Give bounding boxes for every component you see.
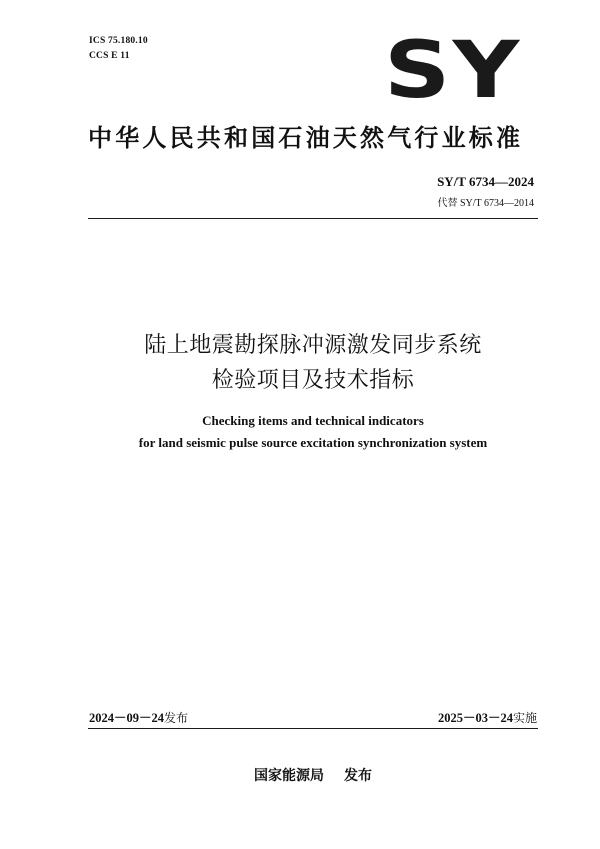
publisher-action: 发布 — [344, 768, 372, 784]
bottom-divider — [88, 728, 538, 729]
chinese-title-line-2: 检验项目及技术指标 — [211, 368, 415, 393]
implementation-date-value: 2025－03－24 — [437, 711, 513, 725]
replaces-standard: 代替 SY/T 6734—2014 — [437, 198, 534, 209]
sy-logo: SY — [384, 26, 522, 116]
chinese-title-line-1: 陆上地震勘探脉冲源激发同步系统 — [144, 333, 482, 358]
standard-category-title: 中华人民共和国石油天然气行业标准 — [88, 124, 524, 152]
publisher — [88, 765, 538, 785]
issue-date-value: 2024－09－24 — [89, 711, 165, 725]
implementation-date-label: 实施 — [512, 711, 537, 725]
top-divider — [88, 218, 538, 219]
implementation-date — [438, 708, 537, 726]
ics-code: ICS 75.180.10 — [89, 36, 148, 46]
english-title-line-1: Checking items and technical indicators — [202, 413, 424, 428]
chinese-title — [88, 328, 538, 398]
english-title — [88, 410, 538, 454]
english-title-line-2: for land seismic pulse source excitation synchronization system — [138, 435, 488, 450]
ccs-code: CCS E 11 — [89, 51, 130, 61]
issue-date-label: 发布 — [164, 711, 189, 725]
publisher-name: 国家能源局 — [254, 768, 324, 784]
issue-date — [89, 708, 188, 726]
standard-number: SY/T 6734—2024 — [437, 174, 534, 189]
